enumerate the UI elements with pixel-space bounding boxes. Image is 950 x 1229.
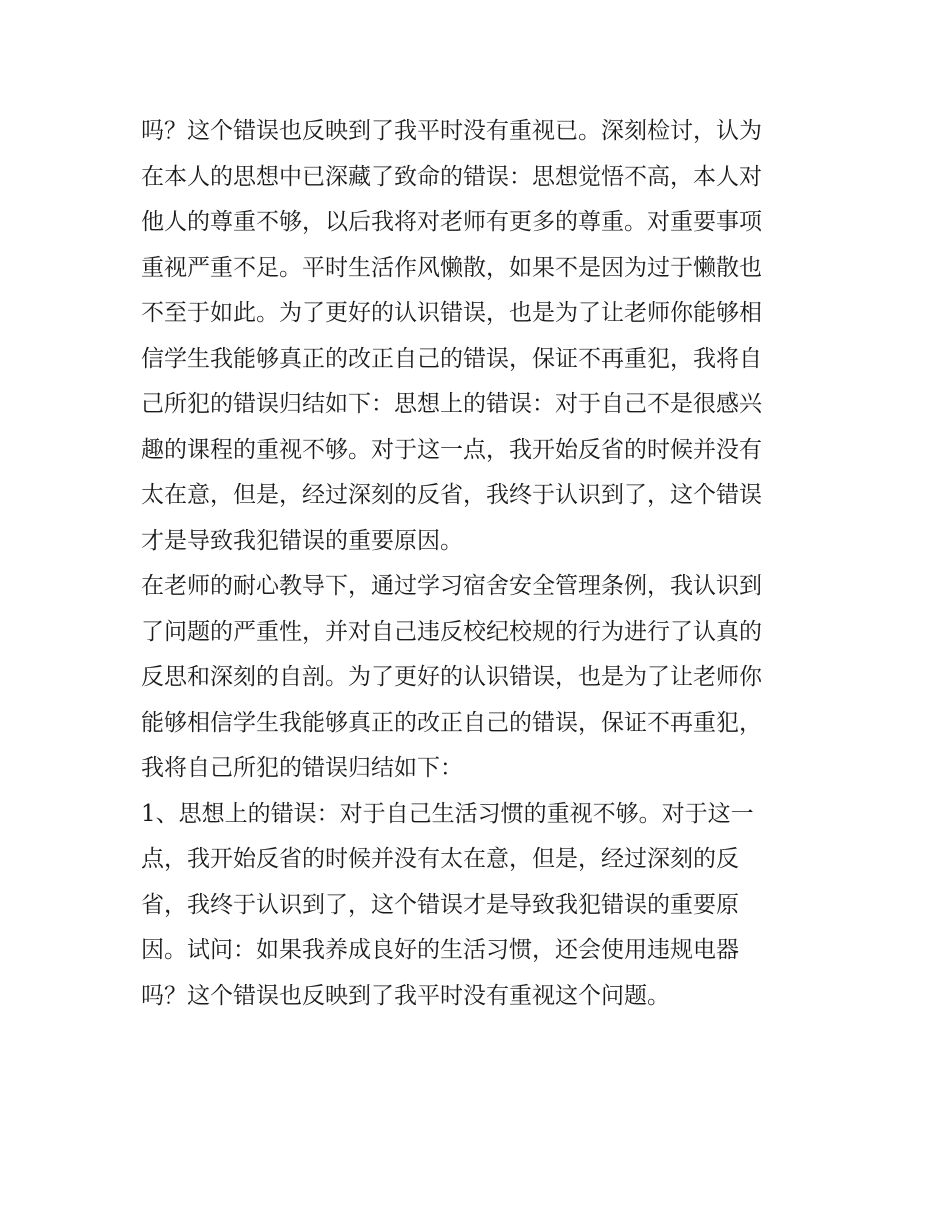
- text-line: 反思和深刻的自剖。为了更好的认识错误，也是为了让老师你: [141, 664, 762, 690]
- text-line: 1、思想上的错误：对于自己生活习惯的重视不够。对于这一: [141, 800, 754, 827]
- text-line: 吗？这个错误也反映到了我平时没有重视已。深刻检讨，认为: [141, 118, 762, 144]
- text-line: 太在意，但是，经过深刻的反省，我终于认识到了，这个错误: [141, 482, 762, 508]
- text-line: 吗？这个错误也反映到了我平时没有重视这个问题。: [141, 982, 670, 1009]
- text-line: 了问题的严重性，并对自己违反校纪校规的行为进行了认真的: [141, 618, 762, 645]
- text-line: 信学生我能够真正的改正自己的错误，保证不再重犯，我将自: [141, 345, 762, 372]
- text-line: 己所犯的错误归结如下：思想上的错误：对于自己不是很感兴: [141, 391, 762, 417]
- text-line: 省，我终于认识到了，这个错误才是导致我犯错误的重要原: [141, 891, 739, 918]
- text-line: 在本人的思想中已深藏了致命的错误：思想觉悟不高，本人对: [141, 163, 762, 190]
- text-line: 趣的课程的重视不够。对于这一点，我开始反省的时候并没有: [141, 436, 762, 463]
- document-body: [141, 109, 821, 1019]
- text-line: 他人的尊重不够，以后我将对老师有更多的尊重。对重要事项: [141, 209, 762, 235]
- text-line: 能够相信学生我能够真正的改正自己的错误，保证不再重犯，: [141, 709, 762, 736]
- text-line: 在老师的耐心教导下，通过学习宿舍安全管理条例，我认识到: [141, 573, 762, 599]
- text-line: 不至于如此。为了更好的认识错误，也是为了让老师你能够相: [141, 300, 762, 326]
- text-line: 我将自己所犯的错误归结如下：: [141, 755, 463, 781]
- text-line: 重视严重不足。平时生活作风懒散，如果不是因为过于懒散也: [141, 254, 762, 281]
- text-line: 因。试问：如果我养成良好的生活习惯，还会使用违规电器: [141, 937, 739, 963]
- text-line: 才是导致我犯错误的重要原因。: [141, 527, 463, 554]
- text-line: 点，我开始反省的时候并没有太在意，但是，经过深刻的反: [141, 846, 739, 872]
